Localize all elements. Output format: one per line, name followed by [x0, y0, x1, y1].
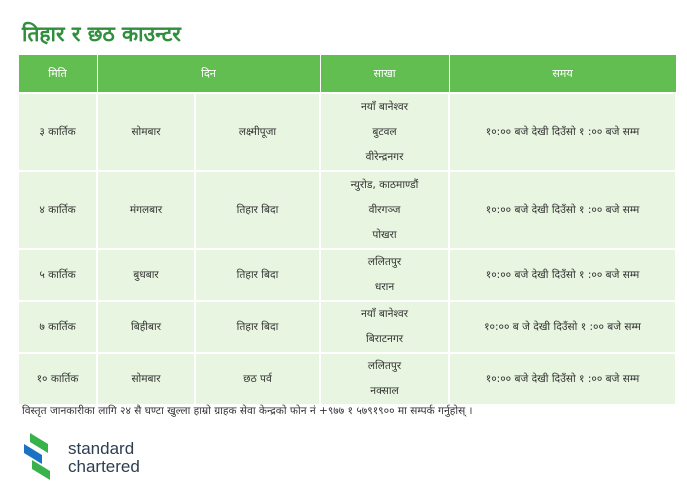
- cell-festival: तिहार बिदा: [195, 171, 320, 249]
- cell-date: ४ कार्तिक: [18, 171, 97, 249]
- cell-festival: छठ पर्व: [195, 353, 320, 405]
- cell-time: १०:०० बजे देखी दिउँसो १ :०० बजे सम्म: [449, 353, 676, 405]
- branch-name: न्युरोड, काठमाण्डौं: [350, 178, 419, 191]
- branch-name: पोखरा: [372, 228, 397, 241]
- logo-line-2: chartered: [68, 457, 140, 476]
- branch-name: नक्साल: [370, 385, 399, 397]
- cell-time: १०:०० बजे देखी दिउँसो १ :०० बजे सम्म: [449, 171, 676, 249]
- cell-day: बिहीबार: [97, 301, 195, 353]
- cell-date: १० कार्तिक: [18, 353, 97, 405]
- counter-schedule-table: [17, 54, 677, 406]
- branch-name: बिराटनगर: [365, 333, 404, 345]
- cell-branches: [320, 301, 449, 353]
- cell-time: १०:०० बजे देखी दिउँसो १ :०० बजे सम्म: [449, 93, 676, 171]
- cell-time: १०:०० बजे देखी दिउँसो १ :०० बजे सम्म: [449, 249, 676, 301]
- logo-line-1: standard: [68, 439, 135, 458]
- branch-name: नयाँ बानेश्वर: [360, 100, 409, 113]
- table-row: [18, 93, 676, 171]
- header-date: मिति: [18, 55, 97, 94]
- cell-date: ३ कार्तिक: [18, 93, 97, 171]
- table-row: [18, 249, 676, 301]
- cell-date: ५ कार्तिक: [18, 249, 97, 301]
- table-row: [18, 171, 676, 249]
- cell-festival: तिहार बिदा: [195, 249, 320, 301]
- table-row: [18, 353, 676, 405]
- table-header-row: [18, 55, 676, 94]
- cell-branches: [320, 171, 449, 249]
- table-row: [18, 301, 676, 353]
- header-day: दिन: [97, 55, 320, 94]
- branch-name: धरान: [374, 281, 395, 293]
- cell-branches: [320, 353, 449, 405]
- cell-day: सोमबार: [97, 93, 195, 171]
- branch-name: वीरेन्द्रनगर: [365, 150, 404, 163]
- branch-name: नयाँ बानेश्वर: [360, 308, 409, 320]
- cell-date: ७ कार्तिक: [18, 301, 97, 353]
- cell-festival: लक्ष्मीपूजा: [195, 93, 320, 171]
- cell-time: १०:०० ब जे देखी दिउँसो १ :०० बजे सम्म: [449, 301, 676, 353]
- cell-festival: तिहार बिदा: [195, 301, 320, 353]
- contact-note: विस्तृत जानकारीका लागि २४ सै घण्टा खुल्ला हाम्रो ग्राहक सेवा केन्द्रको फोन नं +९७७ १ ५७९१९०० मा सम्पर्क गर्नुहोस् ।: [22, 405, 473, 417]
- header-time: समय: [449, 55, 676, 94]
- cell-day: बुधबार: [97, 249, 195, 301]
- branch-name: बुटवल: [372, 125, 397, 138]
- header-branch: साखा: [320, 55, 449, 94]
- page-title: तिहार र छठ काउन्टर: [22, 22, 181, 46]
- logo-wordmark: [68, 440, 140, 476]
- branch-name: वीरगञ्ज: [368, 203, 401, 216]
- cell-day: मंगलबार: [97, 171, 195, 249]
- branch-name: ललितपुर: [367, 256, 402, 268]
- cell-branches: [320, 249, 449, 301]
- branch-name: ललितपुर: [367, 360, 402, 372]
- cell-day: सोमबार: [97, 353, 195, 405]
- cell-branches: [320, 93, 449, 171]
